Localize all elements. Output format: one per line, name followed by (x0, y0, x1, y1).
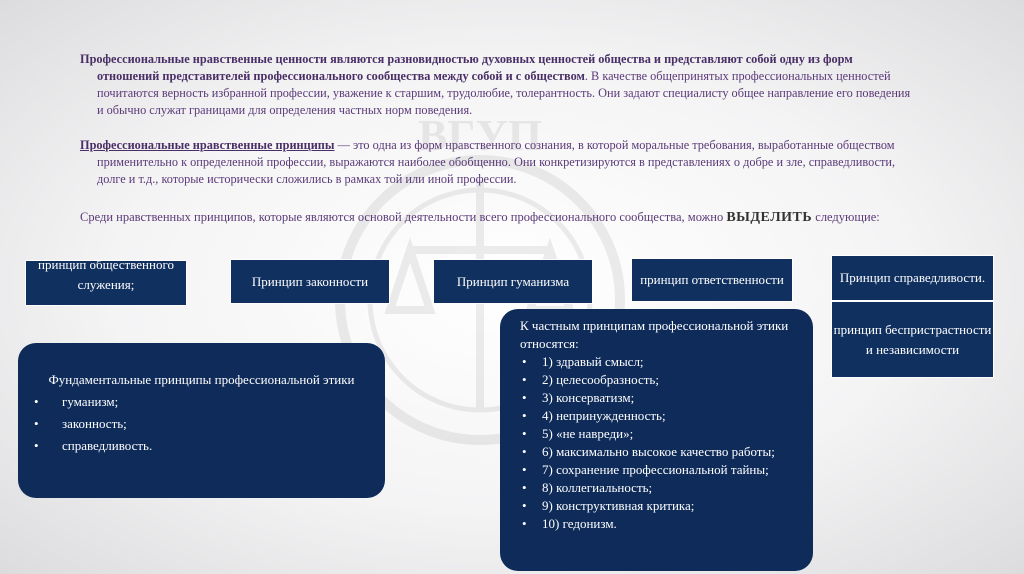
fundamental-list (34, 393, 365, 455)
particular-title: К частным принципам профессиональной этики относятся: (520, 318, 789, 351)
values-lead: Профессиональные нравственные ценности являются разновидностью духовных ценностей общества и представляют собой одну из форм (80, 52, 853, 66)
principle-impartiality (831, 301, 994, 378)
principle-humanism (433, 259, 593, 304)
list-item: • 4) непринужденность; (522, 408, 666, 423)
principle-justice (831, 255, 994, 301)
list-item: • 1) здравый смысл; (522, 354, 644, 369)
principles-line-2: применительно к определенной профессии, выражаются наиболее обобщенно. Они конкретизируются в представлениях о добре и зле, справедливости, (97, 155, 896, 169)
list-item: • 8) коллегиальность; (522, 480, 653, 495)
values-paragraph (80, 51, 960, 119)
list-item: • 2) целесообразность; (522, 372, 659, 387)
list-item: • 3) консерватизм; (522, 390, 635, 405)
fundamental-title: Фундаментальные принципы профессиональной этики (48, 372, 355, 387)
list-item: • 7) сохранение профессиональной тайны; (522, 462, 769, 477)
principle-legality (230, 259, 390, 304)
particular-principles-panel (500, 309, 813, 571)
principle-humanism-label: Принцип гуманизма (456, 273, 570, 289)
values-rest: . В качестве общепринятых профессиональных ценностей (584, 69, 891, 83)
select-emphasis: ВЫДЕЛИТЬ (726, 210, 813, 225)
principle-legality-label: Принцип законности (251, 273, 369, 289)
list-item: • 6) максимально высокое качество работы; (522, 444, 775, 459)
list-item: • 10) гедонизм. (522, 516, 617, 531)
values-lead-2: отношений представителей профессионального сообщества между собой и с обществом (97, 69, 585, 83)
principle-responsibility (631, 258, 793, 302)
principles-term: Профессиональные нравственные принципы (80, 138, 335, 152)
list-item: • 5) «не навреди»; (522, 426, 634, 441)
principle-impartiality-label: принцип беспристрастности и независимости (833, 321, 992, 357)
values-line-4: и обычно служат границами для определения частных норм поведения. (97, 103, 473, 117)
watermark-text: ВГУП (418, 111, 542, 160)
principle-justice-label: Принцип справедливости. (839, 270, 986, 285)
list-item: • 9) конструктивная критика; (522, 498, 695, 513)
particular-list (520, 353, 793, 533)
select-text: Среди нравственных принципов, которые являются основой деятельности всего профессионального сообщества, можно (80, 210, 727, 224)
list-item: • справедливость. (34, 438, 153, 453)
principles-paragraph (80, 137, 960, 188)
principle-public-service (25, 257, 187, 306)
principle-public-service-label: принцип общественного служения; (38, 257, 174, 292)
select-end: следующие: (812, 210, 880, 224)
select-paragraph (80, 209, 960, 226)
fundamental-principles-panel (18, 343, 385, 498)
principles-line-1: — это одна из форм нравственного сознания, в которой моральные требования, выработанные обществом (334, 138, 895, 152)
list-item: • гуманизм; (34, 394, 119, 409)
principle-responsibility-label: принцип ответственности (640, 272, 784, 287)
values-line-3: почитаются верность избранной профессии, уважение к старшим, трудолюбие, толерантность. Они задают специалисту общее направление его поведения (97, 86, 911, 100)
list-item: • законность; (34, 416, 127, 431)
principles-line-3: долге и т.д., которые исторически сложились в рамках той или иной профессии. (97, 172, 517, 186)
